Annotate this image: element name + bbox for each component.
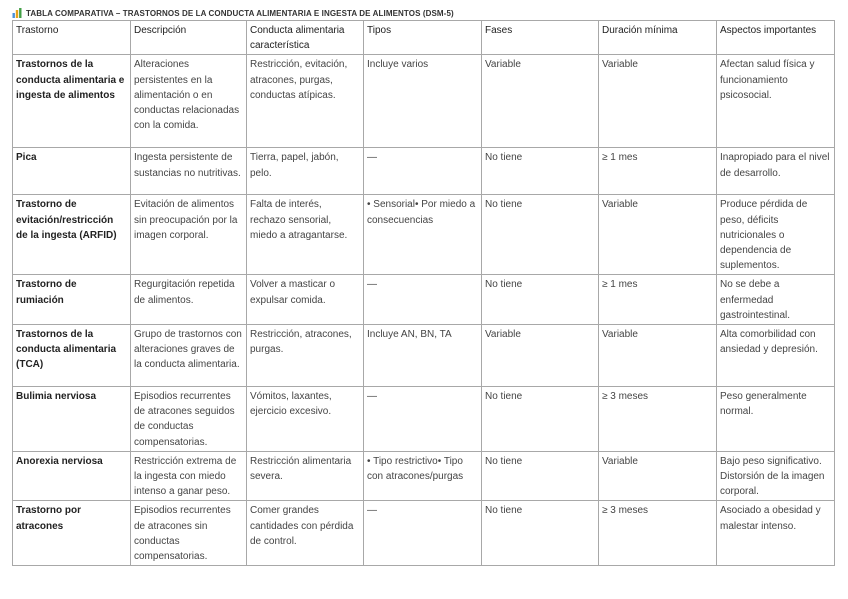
cell-conducta: Restricción, atracones, purgas. <box>247 325 364 387</box>
cell-duracion: Variable <box>599 195 717 275</box>
table-row <box>13 275 835 325</box>
cell-aspectos: Inapropiado para el nivel de desarrollo. <box>717 148 835 195</box>
cell-trastorno: Trastorno de evitación/restricción de la ingesta (ARFID) <box>13 195 131 275</box>
cell-descripcion: Episodios recurrentes de atracones sin conductas compensatorias. <box>131 501 247 566</box>
table-row <box>13 501 835 566</box>
cell-aspectos: Bajo peso significativo. Distorsión de la imagen corporal. <box>717 451 835 501</box>
cell-tipos: — <box>364 387 482 452</box>
cell-tipos: • Tipo restrictivo• Tipo con atracones/purgas <box>364 451 482 501</box>
cell-duracion: ≥ 3 meses <box>599 501 717 566</box>
cell-aspectos: Produce pérdida de peso, déficits nutricionales o dependencia de suplementos. <box>717 195 835 275</box>
cell-descripcion: Restricción extrema de la ingesta con miedo intenso a ganar peso. <box>131 451 247 501</box>
cell-fases: Variable <box>482 55 599 148</box>
cell-tipos: • Sensorial• Por miedo a consecuencias <box>364 195 482 275</box>
cell-descripcion: Ingesta persistente de sustancias no nutritivas. <box>131 148 247 195</box>
table-row <box>13 387 835 452</box>
document-title: TABLA COMPARATIVA – TRASTORNOS DE LA CONDUCTA ALIMENTARIA E INGESTA DE ALIMENTOS (DSM-5) <box>26 8 454 18</box>
cell-descripcion: Regurgitación repetida de alimentos. <box>131 275 247 325</box>
cell-aspectos: Alta comorbilidad con ansiedad y depresión. <box>717 325 835 387</box>
cell-aspectos: Peso generalmente normal. <box>717 387 835 452</box>
cell-conducta: Comer grandes cantidades con pérdida de control. <box>247 501 364 566</box>
cell-duracion: ≥ 1 mes <box>599 148 717 195</box>
cell-tipos: Incluye AN, BN, TA <box>364 325 482 387</box>
cell-tipos: Incluye varios <box>364 55 482 148</box>
cell-aspectos: No se debe a enfermedad gastrointestinal. <box>717 275 835 325</box>
cell-fases: No tiene <box>482 387 599 452</box>
cell-conducta: Tierra, papel, jabón, pelo. <box>247 148 364 195</box>
cell-tipos: — <box>364 501 482 566</box>
table-row <box>13 55 835 148</box>
table-header-row <box>13 21 835 55</box>
cell-trastorno: Anorexia nerviosa <box>13 451 131 501</box>
table-row <box>13 148 835 195</box>
cell-fases: Variable <box>482 325 599 387</box>
cell-fases: No tiene <box>482 501 599 566</box>
cell-fases: No tiene <box>482 451 599 501</box>
table-row <box>13 195 835 275</box>
cell-conducta: Volver a masticar o expulsar comida. <box>247 275 364 325</box>
cell-trastorno: Trastorno de rumiación <box>13 275 131 325</box>
table-row <box>13 451 835 501</box>
cell-duracion: Variable <box>599 325 717 387</box>
cell-trastorno: Bulimia nerviosa <box>13 387 131 452</box>
cell-trastorno: Trastornos de la conducta alimentaria (TCA) <box>13 325 131 387</box>
cell-fases: No tiene <box>482 275 599 325</box>
cell-trastorno: Trastorno por atracones <box>13 501 131 566</box>
cell-trastorno: Pica <box>13 148 131 195</box>
cell-duracion: Variable <box>599 55 717 148</box>
cell-duracion: Variable <box>599 451 717 501</box>
document-title-bar <box>12 6 454 20</box>
cell-aspectos: Asociado a obesidad y malestar intenso. <box>717 501 835 566</box>
column-header: Trastorno <box>13 21 131 55</box>
cell-descripcion: Evitación de alimentos sin preocupación por la imagen corporal. <box>131 195 247 275</box>
comparison-table <box>12 20 835 566</box>
cell-conducta: Restricción, evitación, atracones, purgas, conductas atípicas. <box>247 55 364 148</box>
bar-chart-icon <box>12 8 22 18</box>
column-header: Duración mínima <box>599 21 717 55</box>
cell-descripcion: Grupo de trastornos con alteraciones graves de la conducta alimentaria. <box>131 325 247 387</box>
cell-tipos: — <box>364 148 482 195</box>
cell-duracion: ≥ 1 mes <box>599 275 717 325</box>
cell-fases: No tiene <box>482 148 599 195</box>
column-header: Tipos <box>364 21 482 55</box>
cell-duracion: ≥ 3 meses <box>599 387 717 452</box>
column-header: Conducta alimentaria característica <box>247 21 364 55</box>
cell-conducta: Restricción alimentaria severa. <box>247 451 364 501</box>
cell-aspectos: Afectan salud física y funcionamiento psicosocial. <box>717 55 835 148</box>
cell-trastorno: Trastornos de la conducta alimentaria e ingesta de alimentos <box>13 55 131 148</box>
cell-conducta: Vómitos, laxantes, ejercicio excesivo. <box>247 387 364 452</box>
cell-fases: No tiene <box>482 195 599 275</box>
column-header: Fases <box>482 21 599 55</box>
cell-conducta: Falta de interés, rechazo sensorial, miedo a atragantarse. <box>247 195 364 275</box>
table-row <box>13 325 835 387</box>
cell-descripcion: Alteraciones persistentes en la alimentación o en conductas relacionadas con la comida. <box>131 55 247 148</box>
column-header: Aspectos importantes <box>717 21 835 55</box>
cell-descripcion: Episodios recurrentes de atracones seguidos de conductas compensatorias. <box>131 387 247 452</box>
column-header: Descripción <box>131 21 247 55</box>
cell-tipos: — <box>364 275 482 325</box>
